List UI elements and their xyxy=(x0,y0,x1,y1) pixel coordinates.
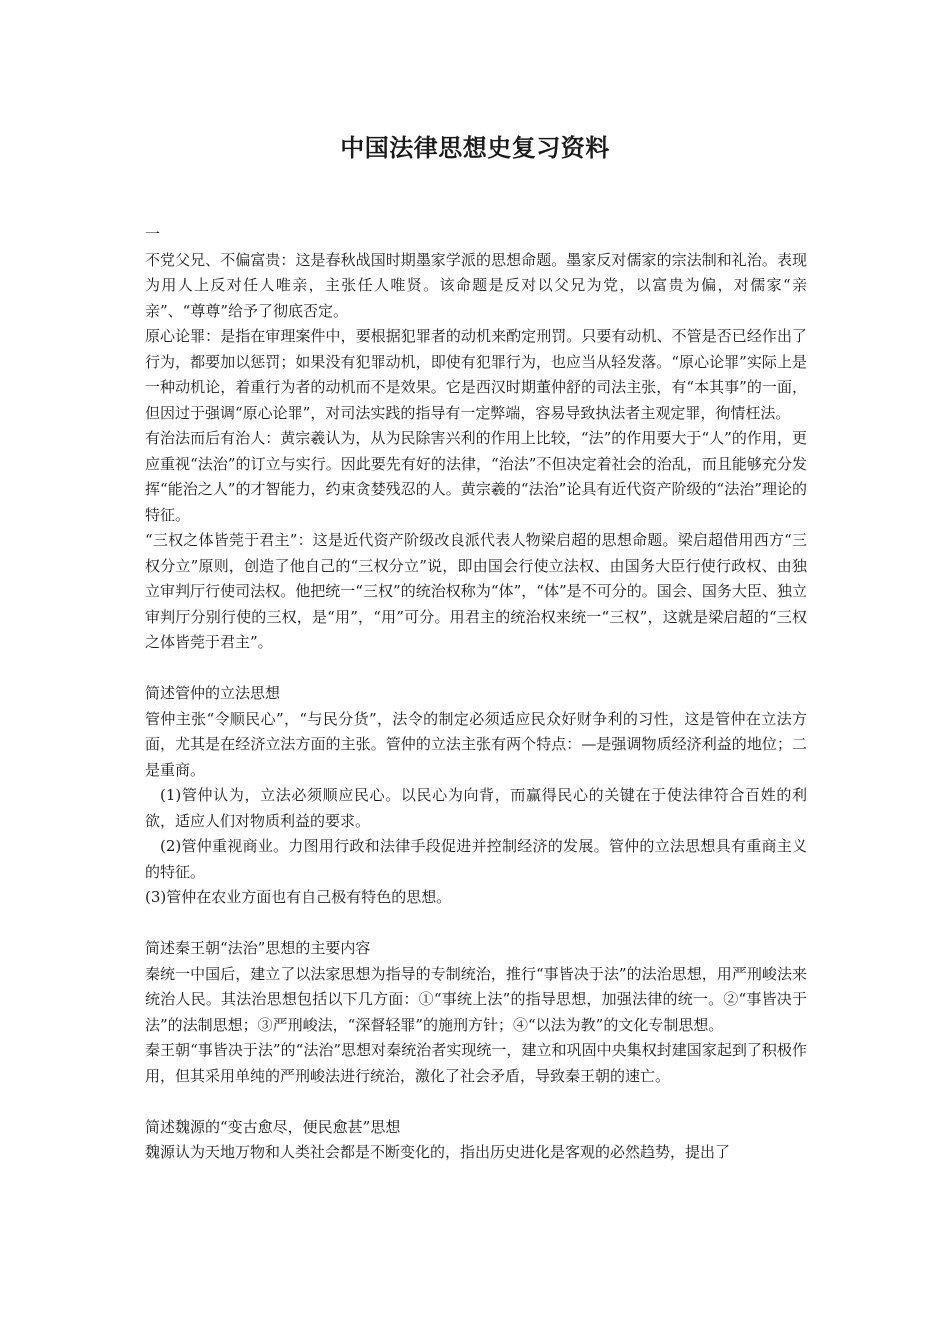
guanzhong-point-2: (2)管仲重视商业。力图用行政和法律手段促进并控制经济的发展。管仲的立法思想具有重商主义的特征。 xyxy=(145,837,807,881)
guanzhong-point-1: (1)管仲认为，立法必须顺应民心。以民心为向背，而赢得民心的关键在于使法律符合百姓的利欲，适应人们对物质利益的要求。 xyxy=(145,786,807,830)
term-paragraph: 不党父兄、不偏富贵：这是春秋战国时期墨家学派的思想命题。墨家反对儒家的宗法制和礼治。表现为用人上反对任人唯亲，主张任人唯贤。该命题是反对以父兄为党，以富贵为偏，对儒家“亲亲”、“尊尊”给予了彻底否定。 xyxy=(145,250,807,320)
qin-paragraph-1: 秦统一中国后，建立了以法家思想为指导的专制统治，推行“事皆决于法”的法治思想，用严刑峻法来统治人民。其法治思想包括以下几方面：①“事统上法”的指导思想，加强法律的统一。②“事皆决于法”的法制思想；③严刑峻法，“深督轻罪”的施刑方针；④“以法为教”的文化专制思想。 xyxy=(145,964,807,1034)
section-number: 一 xyxy=(145,225,161,243)
section-heading-guanzhong: 简述管仲的立法思想 xyxy=(145,684,281,702)
term-paragraph: 原心论罪：是指在审理案件中，要根据犯罪者的动机来酌定刑罚。只要有动机、不管是否已经作出了行为，都要加以惩罚；如果没有犯罪动机，即使有犯罪行为，也应当从轻发落。“原心论罪”实际上是一种动机论，着重行为者的动机而不是效果。它是西汉时期董仲舒的司法主张，有“本其事”的一面，但因过于强调“原心论罪”，对司法实践的指导有一定弊端，容易导致执法者主观定罪，徇情枉法。 xyxy=(145,327,807,422)
term-paragraph: 有治法而后有治人：黄宗羲认为，从为民除害兴利的作用上比较，“法”的作用要大于“人”的作用，更应重视“法治”的订立与实行。因此要先有好的法律，“治法”不但决定着社会的治乱，而且能够充分发挥“能治之人”的才智能力，约束贪婪残忍的人。黄宗羲的“法治”论具有近代资产阶级的“法治”理论的特征。 xyxy=(145,429,807,524)
section-heading-weiyuan: 简述魏源的“变古愈尽，便民愈甚”思想 xyxy=(145,1117,401,1136)
document-title: 中国法律思想史复习资料 xyxy=(340,134,610,162)
document-body xyxy=(145,222,807,1166)
blank-line xyxy=(145,656,807,682)
weiyuan-paragraph-1: 魏源认为天地万物和人类社会都是不断变化的，指出历史进化是客观的必然趋势，提出了 xyxy=(145,1143,731,1161)
qin-paragraph-2: 秦王朝“事皆决于法”的“法治”思想对秦统治者实现统一，建立和巩固中央集权封建国家起到了积极作用，但其采用单纯的严刑峻法进行统治，激化了社会矛盾，导致秦王朝的速亡。 xyxy=(145,1041,807,1085)
blank-line xyxy=(145,1089,807,1115)
blank-line xyxy=(145,911,807,937)
guanzhong-point-3: (3)管仲在农业方面也有自己极有特色的思想。 xyxy=(145,888,452,906)
guanzhong-intro: 管仲主张“令顺民心”，“与民分货”，法令的制定必须适应民众好财争利的习性，这是管仲在立法方面，尤其是在经济立法方面的主张。管仲的立法主张有两个特点：—是强调物质经济利益的地位；二是重商。 xyxy=(145,709,807,779)
term-paragraph: “三权之体皆莞于君主”：这是近代资产阶级改良派代表人物梁启超的思想命题。梁启超借用西方“三权分立”原则，创造了他自己的“三权分立”说，即由国会行使立法权、由国务大臣行使行政权、由独立审判厅行使司法权。他把统一“三权”的统治权称为“体”，“体”是不可分的。国会、国务大臣、独立审判厅分别行使的三权，是“用”，“用”可分。用君主的统治权来统一“三权”，这就是梁启超的“三权之体皆莞于君主”。 xyxy=(145,531,807,651)
section-heading-qin: 简述秦王朝“法治”思想的主要内容 xyxy=(145,939,371,957)
